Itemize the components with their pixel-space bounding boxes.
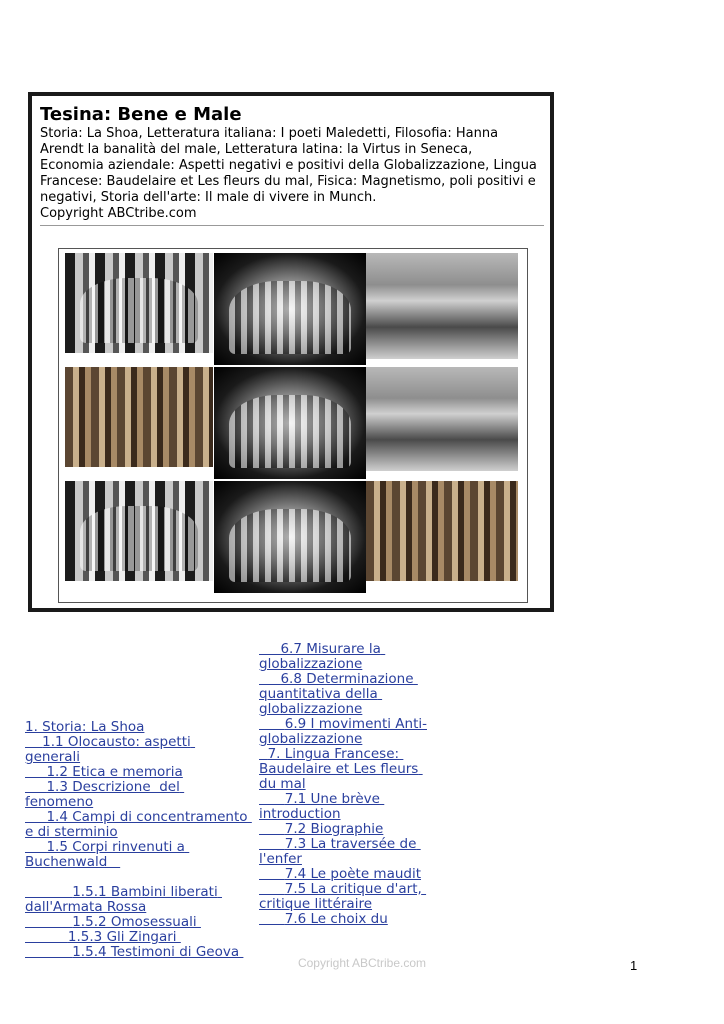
toc-link-bambini[interactable]: 1.5.1 Bambini liberati dall'Armata Rossa [25,884,223,915]
collage-photo-pile-top [366,253,518,359]
subtitle-copyright: Copyright ABCtribe.com [40,206,197,221]
toc-link-etica-memoria[interactable]: 1.2 Etica e memoria [25,764,183,780]
toc-link-descrizione[interactable]: 1.3 Descrizione del fenomeno [25,779,185,810]
toc-link-campi[interactable]: 1.4 Campi di concentramento e di sterminio [25,809,252,840]
toc-link-determinazione[interactable]: 6.8 Determinazione quantitativa della globalizzazione [259,671,418,717]
collage-photo-prisoners-right [366,481,518,581]
toc-link-omosessuali[interactable]: 1.5.2 Omosessuali [25,914,201,930]
document-subtitle [40,126,540,222]
collage-photo-prisoners-left [65,367,213,467]
toc-link-storia-shoa[interactable]: 1. Storia: La Shoa [25,719,145,735]
collage-photo-children-top [214,253,366,365]
subtitle-text: Storia: La Shoa, Letteratura italiana: I poeti Maledetti, Filosofia: Hanna Arendt la banalità del male, Letteratura latina: la Virtus in Seneca, Economia aziendale: Aspetti negativi e positivi della Globalizzazione, Lingua Francese: Baudelaire et Les fleurs du mal, Fisica: Magnetismo, poli positivi e negativi, Storia dell'arte: Il male di vivere in Munch. [40,126,537,205]
toc-link-traversee-enfer[interactable]: 7.3 La traversée de l'enfer [259,836,421,867]
toc-link-zingari[interactable]: 1.5.3 Gli Zingari [25,929,181,945]
toc-link-testimoni-geova[interactable]: 1.5.4 Testimoni di Geova [25,944,244,960]
toc-link-biographie[interactable]: 7.2 Biographie [259,821,384,837]
divider [40,225,544,226]
toc-spacer [25,870,249,885]
collage-photo-bunks-top [65,253,213,353]
toc-link-choix-du[interactable]: 7.6 Le choix du [259,911,388,927]
toc-link-misurare-globalizzazione[interactable]: 6.7 Misurare la globalizzazione [259,641,386,672]
toc-link-poete-maudit[interactable]: 7.4 Le poète maudit [259,866,422,882]
page-number: 1 [630,958,638,973]
toc-right-column [259,642,429,927]
toc-link-breve-introduction[interactable]: 7.1 Une brève introduction [259,791,385,822]
document-title: Tesina: Bene e Male [40,104,242,125]
toc-link-olocausto[interactable]: 1.1 Olocausto: aspetti generali [25,734,196,765]
toc-link-movimenti-anti[interactable]: 6.9 I movimenti Anti-globalizzazione [259,716,427,747]
toc-link-corpi-buchenwald[interactable]: 1.5 Corpi rinvenuti a Buchenwald [25,839,190,870]
collage-photo-children-middle [214,367,366,479]
photo-collage [58,248,528,603]
collage-photo-bunks-bottom [65,481,213,581]
toc-left-column [25,719,252,960]
toc-link-lingua-francese[interactable]: 7. Lingua Francese: Baudelaire et Les fleurs du mal [259,746,423,792]
collage-photo-pile-middle [366,367,518,471]
title-box [28,92,554,612]
toc-link-critique-art[interactable]: 7.5 La critique d'art, critique littéraire [259,881,427,912]
collage-photo-children-bottom [214,481,366,593]
footer-copyright: Copyright ABCtribe.com [297,956,427,970]
